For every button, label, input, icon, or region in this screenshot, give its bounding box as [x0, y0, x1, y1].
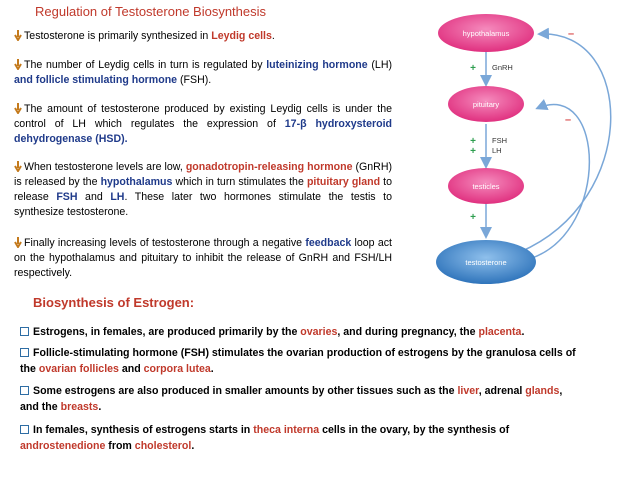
plus-sign-lh: + — [470, 146, 476, 157]
feedback-arrow-hypothalamus — [520, 34, 611, 252]
lh-label: LH — [492, 146, 502, 155]
paragraph-3: The amount of testosterone produced by existing Leydig cells is under the control of LH which regulates the expression of 17-β hydroxysteroid dehydrogenase (HSD). — [14, 103, 392, 145]
feedback-arrow-pituitary — [532, 105, 589, 258]
hypothalamus-label: hypothalamus — [462, 29, 510, 38]
checkbox-bullet-icon — [20, 348, 29, 357]
arrow-bullet-icon — [14, 29, 24, 44]
arrow-bullet-icon — [14, 160, 24, 175]
pituitary-label: pituitary — [472, 100, 500, 109]
estrogen-point-2: Follicle-stimulating hormone (FSH) stimulates the ovarian production of estrogens by the granulosa cells of the ovarian follicles and corpora lutea. — [20, 347, 576, 375]
minus-sign-pituitary: – — [565, 114, 572, 126]
arrow-bullet-icon — [14, 58, 24, 73]
estrogen-point-1: Estrogens, in females, are produced primarily by the ovaries, and during pregnancy, the placenta. — [20, 324, 630, 340]
checkbox-bullet-icon — [20, 386, 29, 395]
plus-sign-gnrh: + — [470, 63, 476, 74]
paragraph-4: When testosterone levels are low, gonadotropin-releasing hormone (GnRH) is released by the hypothalamus which in turn stimulates the pituitary gland to release FSH and LH. These later two hormones stimulate the testis to synthesize testosterone. — [14, 161, 393, 218]
arrow-bullet-icon — [14, 236, 24, 251]
minus-sign-hypothalamus: – — [568, 28, 575, 40]
testosterone-label: testosterone — [465, 258, 507, 267]
testosterone-regulation-diagram — [400, 0, 638, 300]
paragraph-2: The number of Leydig cells in turn is regulated by luteinizing hormone (LH) and follicle stimulating hormone (FSH). — [14, 59, 392, 86]
testicles-label: testicles — [472, 182, 500, 191]
estrogen-point-3: Some estrogens are also produced in smaller amounts by other tissues such as the liver, adrenal glands, and the breasts. — [20, 385, 563, 413]
arrow-bullet-icon — [14, 102, 24, 117]
paragraph-5: Finally increasing levels of testosterone through a negative feedback loop act on the hypothalamus and pituitary to inhibit the release of GnRH and FSH/LH respectively. — [14, 237, 392, 279]
paragraph-1: Testosterone is primarily synthesized in Leydig cells. — [14, 29, 392, 44]
page-title: Regulation of Testosterone Biosynthesis — [35, 4, 267, 19]
checkbox-bullet-icon — [20, 327, 29, 336]
plus-sign-testicles: + — [470, 212, 476, 223]
estrogen-point-4: In females, synthesis of estrogens starts in theca interna cells in the ovary, by the synthesis of androstenedione from cholesterol. — [20, 424, 510, 452]
fsh-label: FSH — [492, 136, 507, 145]
checkbox-bullet-icon — [20, 425, 29, 434]
estrogen-heading: Biosynthesis of Estrogen: — [33, 295, 195, 310]
plus-sign-fsh: + — [470, 136, 476, 147]
gnrh-label: GnRH — [492, 63, 513, 72]
